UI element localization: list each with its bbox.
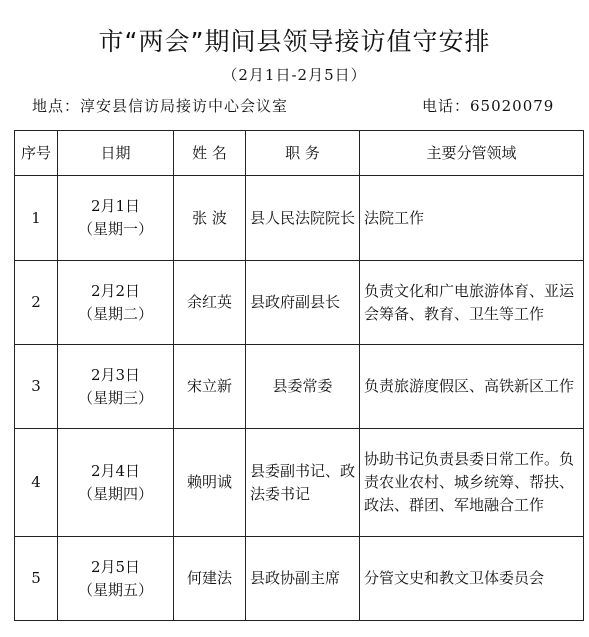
row-position: 县人民法院院长 — [246, 176, 360, 261]
row-area: 法院工作 — [360, 176, 584, 261]
row-weekday: （星期五） — [77, 580, 153, 599]
table-row — [15, 261, 584, 345]
row-date: 2月4日 — [90, 461, 141, 480]
table-row — [15, 537, 584, 621]
table-row — [15, 176, 584, 261]
header-no: 序号 — [15, 131, 58, 176]
row-date: 2月1日 — [90, 197, 141, 215]
row-area: 协助书记负责县委日常工作。负责农业农村、城乡统筹、帮扶、政法、群团、军地融合工作 — [360, 429, 584, 537]
row-date-cell — [58, 429, 174, 537]
row-position: 县政协副主席 — [246, 537, 360, 621]
row-date-cell — [58, 537, 174, 621]
page-title: 市“两会”期间县领导接访值守安排 — [98, 27, 491, 56]
row-no: 1 — [15, 176, 58, 261]
row-name: 宋立新 — [174, 345, 246, 429]
row-no: 4 — [15, 429, 58, 537]
row-name: 何建法 — [174, 537, 246, 621]
row-date: 2月5日 — [90, 557, 141, 576]
row-area: 负责文化和广电旅游体育、亚运会筹备、教育、卫生等工作 — [360, 261, 584, 345]
row-weekday: （星期三） — [77, 388, 153, 407]
row-name: 余红英 — [174, 261, 246, 345]
row-no: 3 — [15, 345, 58, 429]
schedule-table — [14, 130, 584, 621]
row-no: 2 — [15, 261, 58, 345]
location-line: 地点：淳安县信访局接访中心会议室 — [32, 97, 289, 115]
table-row — [15, 429, 584, 537]
table-row — [15, 345, 584, 429]
phone-line: 电话：65020079 — [422, 97, 555, 115]
row-area: 负责旅游度假区、高铁新区工作 — [360, 345, 584, 429]
row-weekday: （星期四） — [77, 484, 153, 503]
row-name: 张 波 — [174, 176, 246, 261]
row-position: 县政府副县长 — [246, 261, 360, 345]
row-area: 分管文史和教文卫体委员会 — [360, 537, 584, 621]
row-weekday: （星期一） — [77, 220, 153, 238]
header-position: 职 务 — [246, 131, 360, 176]
row-position: 县委副书记、政法委书记 — [246, 429, 360, 537]
header-area: 主要分管领域 — [360, 131, 584, 176]
row-date-cell — [58, 261, 174, 345]
header-date: 日期 — [58, 131, 174, 176]
row-no: 5 — [15, 537, 58, 621]
row-date: 2月2日 — [90, 281, 141, 300]
row-name: 赖明诚 — [174, 429, 246, 537]
row-date: 2月3日 — [90, 365, 141, 384]
date-range-subtitle: （2月1日-2月5日） — [222, 66, 367, 84]
header-name: 姓 名 — [174, 131, 246, 176]
row-date-cell — [58, 345, 174, 429]
row-position: 县委常委 — [246, 345, 360, 429]
table-header-row — [15, 131, 584, 176]
row-weekday: （星期二） — [77, 304, 153, 323]
row-date-cell — [58, 176, 174, 261]
